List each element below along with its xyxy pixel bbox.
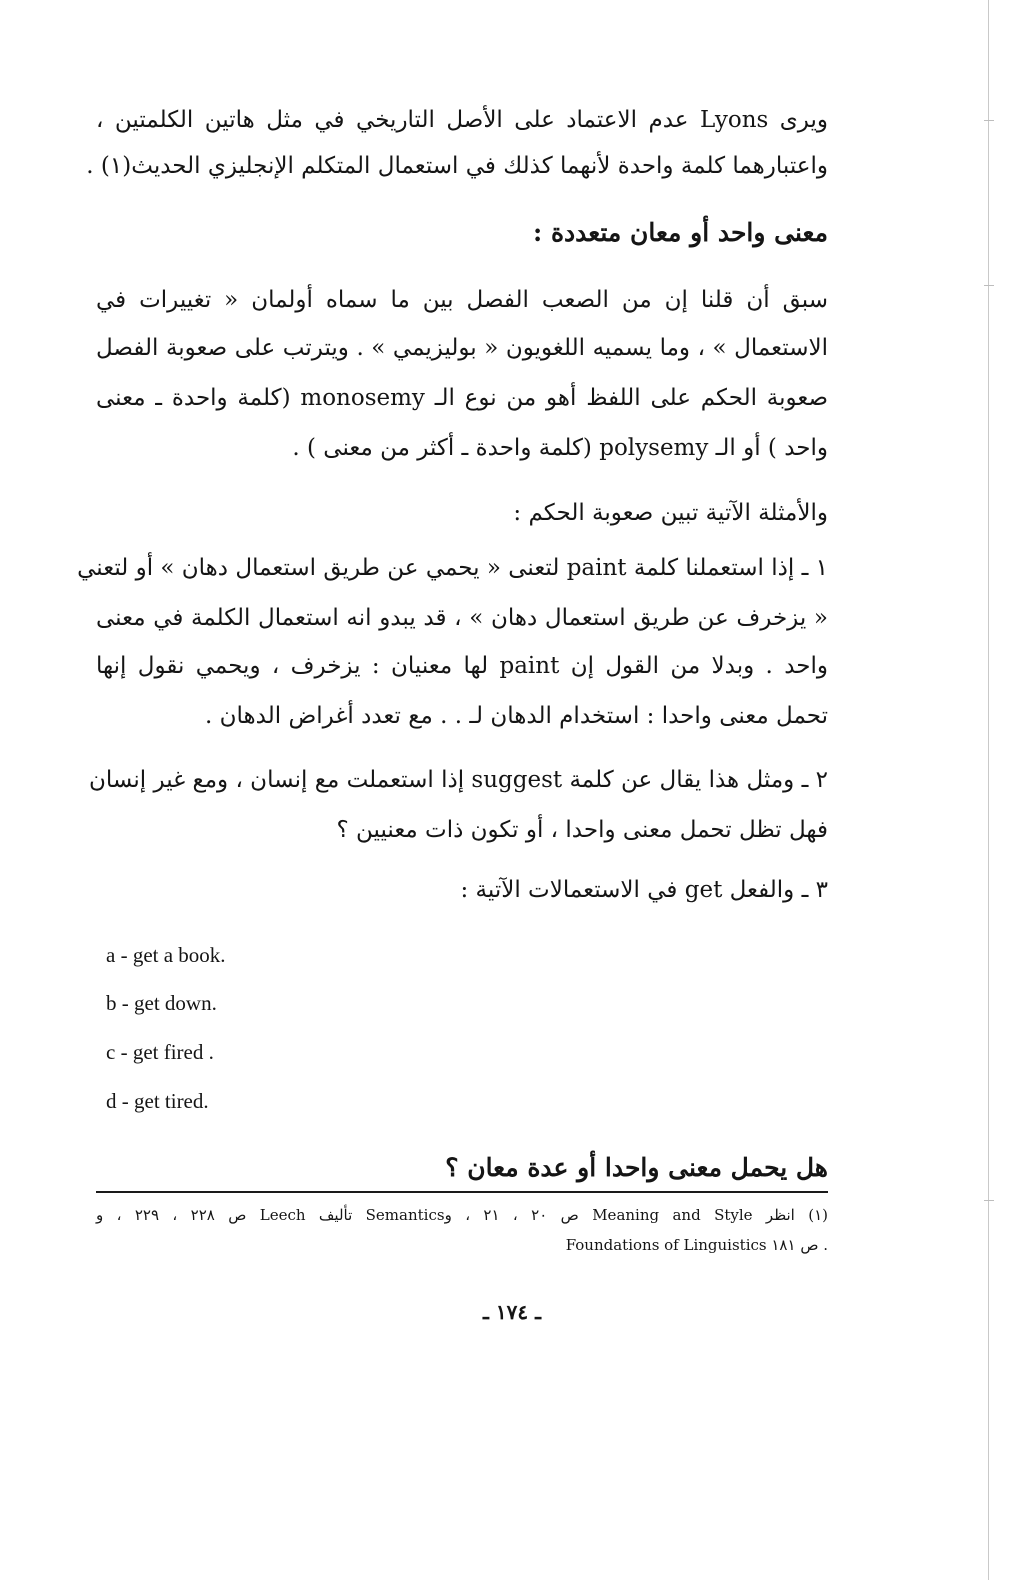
paragraph2-line: الاستعمال » ، وما يسميه اللغويون « بوليزيمي » . ويترتب على صعوبة الفصل [96, 335, 828, 361]
footnote-line: Foundations of Linguistics ص ١٨١ . [565, 1236, 828, 1254]
paragraph2-line: واحد ) أو الـ polysemy (كلمة واحدة ـ أكثر من معنى ) . [292, 435, 828, 461]
get-example: c - get fired . [106, 1040, 214, 1064]
footnote-rule [96, 1191, 828, 1193]
paragraph1-line: ويرى Lyons عدم الاعتماد على الأصل التاريخي في مثل هاتين الكلمتين ، [96, 107, 829, 133]
example2-line: فهل تظل تحمل معنى واحدا ، أو تكون ذات معنيين ؟ [336, 817, 828, 843]
example3-line: ٣ ـ والفعل get في الاستعمالات الآتية : [460, 877, 828, 903]
get-example: d - get tired. [106, 1089, 209, 1113]
get-example: b - get down. [106, 991, 217, 1015]
closing-question: هل يحمل معنى واحدا أو عدة معان ؟ [445, 1153, 828, 1182]
paragraph2-line: سبق أن قلنا إن من الصعب الفصل بين ما سماه أولمان « تغييرات في [96, 287, 828, 313]
paragraph2-line: صعوبة الحكم على اللفظ أهو من نوع الـ monosemy (كلمة واحدة ـ معنى [96, 385, 829, 411]
paragraph1-line: واعتبارهما كلمة واحدة لأنهما كذلك في استعمال المتكلم الإنجليزي الحديث(١) . [86, 153, 828, 179]
page-edge-line [988, 0, 989, 1580]
example2-line: ٢ ـ ومثل هذا يقال عن كلمة suggest إذا استعملت مع إنسان ، ومع غير إنسان [88, 767, 828, 793]
example1-line: واحد . وبدلا من القول إن paint لها معنيان : يزخرف ، ويحمي نقول إنها [96, 653, 828, 679]
edge-tick [984, 120, 994, 121]
example1-line: « يزخرف عن طريق استعمال دهان » ، قد يبدو انه استعمال الكلمة في معنى [96, 605, 828, 631]
example1-line: تحمل معنى واحدا : استخدام الدهان لـ . . مع تعدد أغراض الدهان . [205, 703, 828, 729]
section-heading: معنى واحد أو معان متعددة : [533, 218, 828, 247]
edge-tick [984, 285, 994, 286]
edge-tick [984, 1200, 994, 1201]
page-number: ـ ١٧٤ ـ [483, 1300, 541, 1324]
examples-intro: والأمثلة الآتية تبين صعوبة الحكم : [513, 500, 828, 526]
example1-line: ١ ـ إذا استعملنا كلمة paint لتعنى « يحمي عن طريق استعمال دهان » أو لتعني [77, 555, 828, 581]
footnote-line: (١) انظر Meaning and Style ص ٢٠ ، ٢١ ، وSemantics تأليف Leech ص ٢٢٨ ، ٢٢٩ ، و [96, 1206, 828, 1224]
get-example: a - get a book. [106, 943, 226, 967]
